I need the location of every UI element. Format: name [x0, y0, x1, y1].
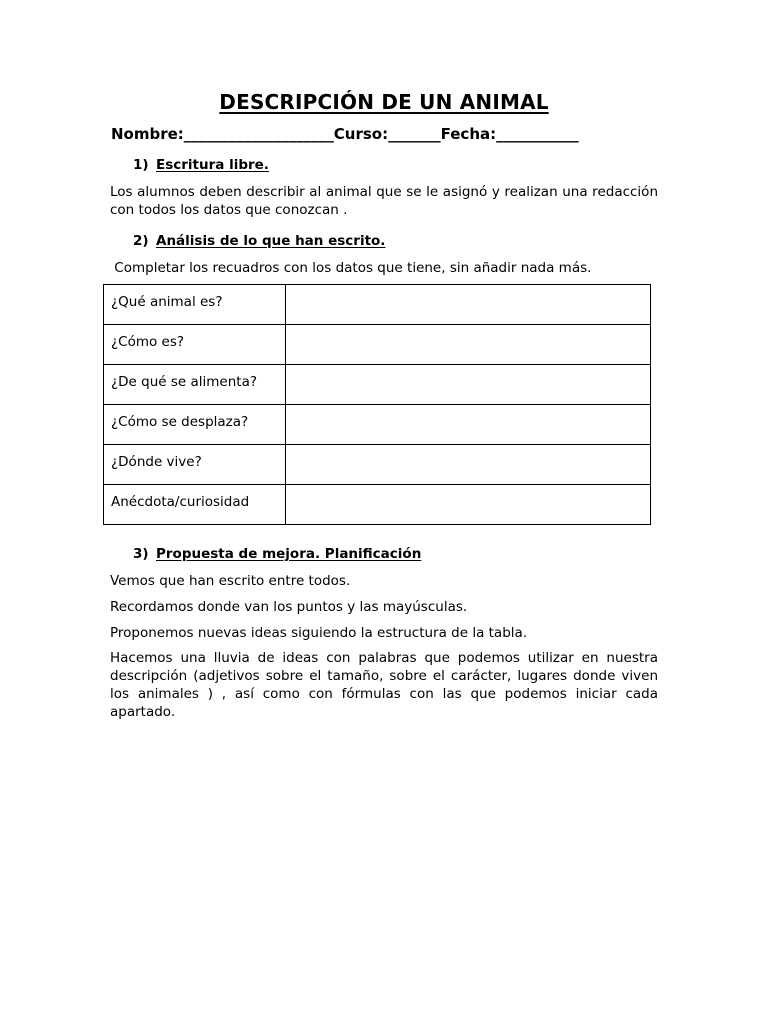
table-answer-cell: [286, 485, 651, 525]
section-3-heading: [133, 546, 421, 562]
table-row: [104, 285, 651, 325]
section-3-paragraph-3: Proponemos nuevas ideas siguiendo la estructura de la tabla.: [110, 625, 528, 641]
table-answer-cell: [286, 285, 651, 325]
table-question-cell: ¿Dónde vive?: [104, 445, 286, 485]
table-answer-cell: [286, 325, 651, 365]
section-3-paragraph-1: Vemos que han escrito entre todos.: [110, 573, 351, 589]
section-1-number: 1): [133, 157, 149, 173]
table-row: [104, 325, 651, 365]
student-info-line: Nombre:____________________Curso:_______Fecha:___________: [111, 125, 579, 143]
section-1-heading: [133, 157, 269, 173]
table-row: [104, 365, 651, 405]
section-2-heading: [133, 233, 385, 249]
table-row: [104, 445, 651, 485]
section-1-paragraph: Los alumnos deben describir al animal que se le asignó y realizan una redacción con todos los datos que conozcan .: [110, 184, 658, 218]
table-question-cell: Anécdota/curiosidad: [104, 485, 286, 525]
table-question-cell: ¿De qué se alimenta?: [104, 365, 286, 405]
document-title: DESCRIPCIÓN DE UN ANIMAL: [219, 90, 549, 114]
section-3-title: Propuesta de mejora. Planificación: [156, 546, 422, 562]
table-answer-cell: [286, 365, 651, 405]
table-answer-cell: [286, 445, 651, 485]
section-3-paragraph-2: Recordamos donde van los puntos y las mayúsculas.: [110, 599, 468, 615]
table-question-cell: ¿Qué animal es?: [104, 285, 286, 325]
section-3-number: 3): [133, 546, 149, 562]
animal-data-table: [103, 284, 651, 525]
section-3-paragraph-4: Hacemos una lluvia de ideas con palabras que podemos utilizar en nuestra descripción (adjetivos sobre el tamaño, sobre el carácter, lugares donde viven los animales ) , así como con fórmulas con las que podemos iniciar cada apartado.: [110, 650, 658, 720]
table-answer-cell: [286, 405, 651, 445]
section-2-number: 2): [133, 233, 149, 249]
table-question-cell: ¿Cómo es?: [104, 325, 286, 365]
section-1-title: Escritura libre.: [156, 157, 269, 173]
table-question-cell: ¿Cómo se desplaza?: [104, 405, 286, 445]
table-row: [104, 405, 651, 445]
section-2-title: Análisis de lo que han escrito.: [156, 233, 386, 249]
table-row: [104, 485, 651, 525]
section-2-paragraph: Completar los recuadros con los datos que tiene, sin añadir nada más.: [110, 260, 592, 276]
